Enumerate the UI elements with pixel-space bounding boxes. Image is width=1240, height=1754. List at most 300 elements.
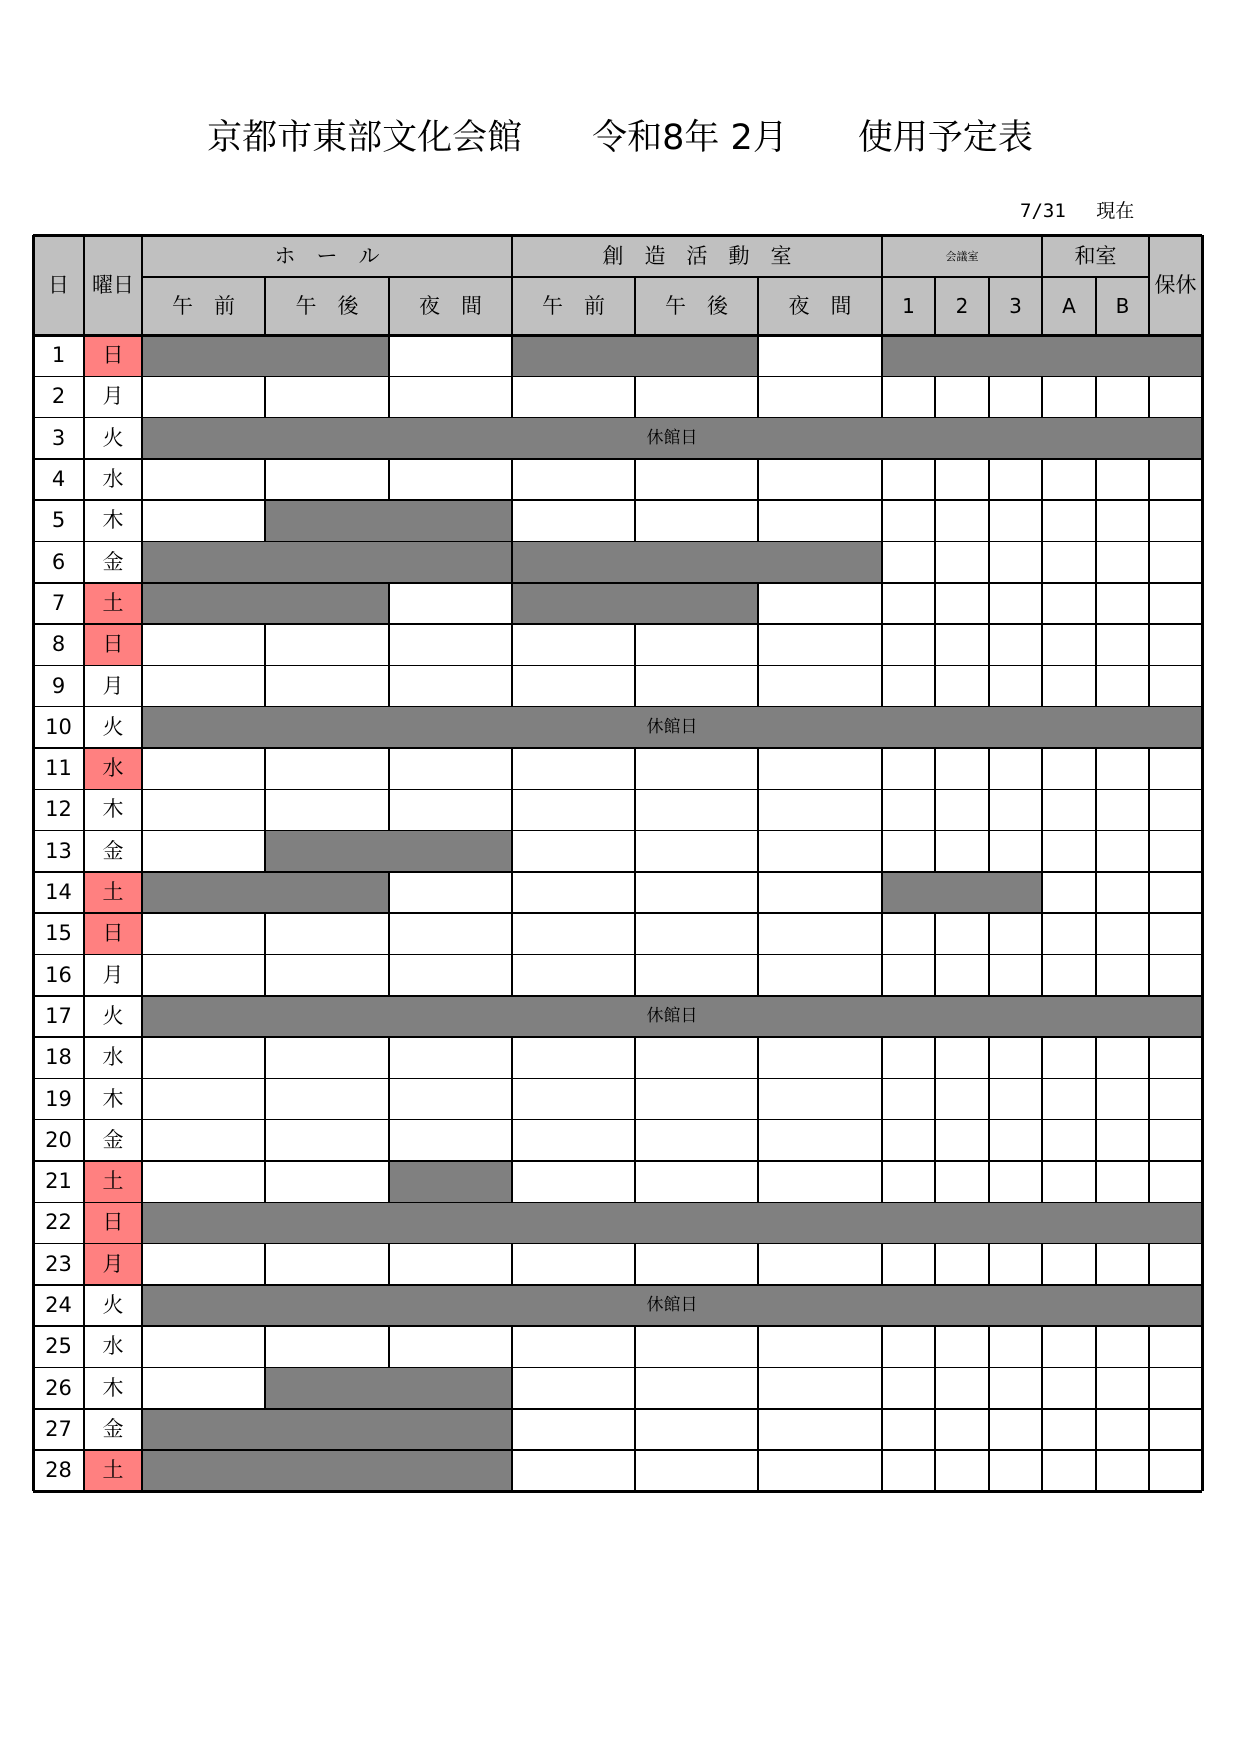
- grid-line: [1041, 1326, 1043, 1367]
- grid-line: [388, 335, 390, 376]
- grid-line: [388, 1037, 390, 1078]
- booked-block: [142, 1202, 1202, 1243]
- day-number: 25: [45, 1334, 72, 1359]
- weekday-cell: 金: [102, 1416, 124, 1441]
- grid-line: [83, 235, 85, 1491]
- grid-line: [33, 706, 1202, 708]
- grid-line: [934, 913, 936, 954]
- grid-line: [757, 872, 759, 913]
- grid-line: [881, 1409, 883, 1450]
- header-group-2: 会議室: [882, 235, 1042, 277]
- grid-line: [1041, 376, 1043, 417]
- weekday-cell: 火: [102, 425, 124, 450]
- grid-line: [511, 542, 513, 583]
- day-number: 23: [45, 1251, 72, 1276]
- grid-line: [511, 1120, 513, 1161]
- grid-line: [881, 335, 883, 376]
- weekday-cell: 金: [102, 549, 124, 574]
- grid-line: [1148, 789, 1150, 830]
- grid-line: [634, 1037, 636, 1078]
- grid-line: [1148, 500, 1150, 541]
- grid-line: [934, 542, 936, 583]
- grid-line: [881, 459, 883, 500]
- grid-line: [988, 376, 990, 417]
- grid-line: [934, 624, 936, 665]
- grid-line: [388, 1244, 390, 1285]
- grid-line: [264, 1368, 266, 1409]
- grid-line: [988, 1326, 990, 1367]
- grid-line: [388, 748, 390, 789]
- grid-line: [264, 277, 266, 335]
- weekday-cell: 水: [102, 1334, 124, 1359]
- grid-line: [1148, 1078, 1150, 1119]
- grid-line: [757, 955, 759, 996]
- grid-line: [881, 1244, 883, 1285]
- grid-line: [511, 235, 513, 335]
- grid-line: [1041, 665, 1043, 706]
- grid-line: [388, 624, 390, 665]
- day-number: 15: [45, 921, 72, 946]
- grid-line: [264, 831, 266, 872]
- grid-line: [1148, 1326, 1150, 1367]
- grid-line: [33, 871, 1202, 873]
- grid-line: [511, 1326, 513, 1367]
- grid-line: [1095, 1161, 1097, 1202]
- day-number: 14: [45, 880, 72, 905]
- grid-line: [33, 1243, 1202, 1245]
- grid-line: [988, 665, 990, 706]
- grid-line: [33, 582, 1202, 584]
- grid-line: [881, 872, 883, 913]
- grid-line: [33, 665, 1202, 667]
- grid-line: [757, 583, 759, 624]
- grid-line: [511, 872, 513, 913]
- grid-line: [881, 1037, 883, 1078]
- grid-line: [1041, 235, 1043, 335]
- grid-line: [388, 872, 390, 913]
- header-day: 日: [33, 235, 84, 335]
- grid-line: [33, 1284, 1202, 1286]
- grid-line: [264, 955, 266, 996]
- grid-line: [881, 624, 883, 665]
- grid-line: [1095, 831, 1097, 872]
- grid-line: [388, 1078, 390, 1119]
- grid-line: [264, 748, 266, 789]
- day-number: 4: [51, 467, 66, 492]
- booked-block: [142, 872, 389, 913]
- grid-line: [1041, 1368, 1043, 1409]
- day-number: 21: [45, 1169, 72, 1194]
- grid-line: [1095, 1120, 1097, 1161]
- weekday-cell: 土: [84, 583, 142, 624]
- grid-line: [511, 1409, 513, 1450]
- grid-line: [757, 1450, 759, 1491]
- grid-line: [511, 1244, 513, 1285]
- grid-line: [634, 1244, 636, 1285]
- closed-day-bar: 休館日: [142, 707, 1202, 748]
- weekday-cell: 日: [84, 335, 142, 376]
- header-slot: 午 後: [265, 277, 389, 335]
- grid-line: [634, 1078, 636, 1119]
- grid-line: [934, 1409, 936, 1450]
- grid-line: [634, 831, 636, 872]
- booked-block: [265, 1368, 512, 1409]
- booked-block: [882, 872, 1042, 913]
- grid-line: [33, 234, 1202, 237]
- grid-line: [264, 665, 266, 706]
- booked-block: [142, 542, 512, 583]
- grid-line: [881, 235, 883, 335]
- grid-line: [33, 541, 1202, 543]
- weekday-cell: 金: [102, 1127, 124, 1152]
- grid-line: [33, 623, 1202, 625]
- grid-line: [1095, 624, 1097, 665]
- grid-line: [388, 913, 390, 954]
- grid-line: [388, 955, 390, 996]
- page-title: 京都市東部文化会館 令和8年 2月 使用予定表: [207, 118, 1033, 158]
- grid-line: [388, 665, 390, 706]
- grid-line: [1148, 665, 1150, 706]
- header-slot: 午 前: [142, 277, 265, 335]
- weekday-cell: 木: [102, 1086, 124, 1111]
- grid-line: [757, 1161, 759, 1202]
- grid-line: [757, 1244, 759, 1285]
- grid-line: [511, 1368, 513, 1409]
- grid-line: [33, 1036, 1202, 1038]
- grid-line: [634, 1409, 636, 1450]
- day-number: 26: [45, 1375, 72, 1400]
- grid-line: [934, 955, 936, 996]
- grid-line: [264, 624, 266, 665]
- header-weekday: 曜日: [84, 235, 142, 335]
- grid-line: [934, 1161, 936, 1202]
- grid-line: [634, 789, 636, 830]
- day-number: 16: [45, 962, 72, 987]
- grid-line: [934, 748, 936, 789]
- grid-line: [511, 1450, 513, 1491]
- grid-line: [1148, 955, 1150, 996]
- grid-line: [1148, 1244, 1150, 1285]
- grid-line: [264, 500, 266, 541]
- grid-line: [33, 1202, 1202, 1204]
- grid-line: [264, 1037, 266, 1078]
- grid-line: [934, 1120, 936, 1161]
- grid-line: [511, 831, 513, 872]
- weekday-cell: 木: [102, 508, 124, 533]
- grid-line: [1041, 748, 1043, 789]
- grid-line: [264, 1120, 266, 1161]
- grid-line: [988, 459, 990, 500]
- weekday-cell: 月: [102, 384, 124, 409]
- grid-line: [33, 1160, 1202, 1162]
- grid-line: [757, 831, 759, 872]
- grid-line: [264, 376, 266, 417]
- grid-line: [1095, 1037, 1097, 1078]
- grid-line: [934, 376, 936, 417]
- booked-block: [512, 335, 758, 376]
- day-number: 28: [45, 1458, 72, 1483]
- grid-line: [511, 500, 513, 541]
- weekday-cell: 火: [102, 1293, 124, 1318]
- grid-line: [988, 1120, 990, 1161]
- grid-line: [757, 1037, 759, 1078]
- grid-line: [934, 789, 936, 830]
- grid-line: [511, 748, 513, 789]
- weekday-cell: 土: [84, 872, 142, 913]
- day-number: 2: [51, 384, 66, 409]
- grid-line: [988, 1244, 990, 1285]
- day-number: 5: [51, 508, 66, 533]
- grid-line: [634, 955, 636, 996]
- grid-line: [881, 831, 883, 872]
- day-number: 17: [45, 1003, 72, 1028]
- grid-line: [988, 955, 990, 996]
- grid-line: [33, 417, 1202, 419]
- grid-line: [881, 748, 883, 789]
- grid-line: [881, 1450, 883, 1491]
- weekday-cell: 火: [102, 1003, 124, 1028]
- day-number: 9: [51, 673, 66, 698]
- grid-line: [33, 376, 1202, 378]
- grid-line: [1095, 748, 1097, 789]
- grid-line: [757, 1368, 759, 1409]
- weekday-cell: 日: [84, 913, 142, 954]
- grid-line: [33, 747, 1202, 749]
- grid-line: [881, 665, 883, 706]
- grid-line: [988, 583, 990, 624]
- grid-line: [33, 789, 1202, 791]
- grid-line: [1041, 1078, 1043, 1119]
- grid-line: [1095, 789, 1097, 830]
- grid-line: [1095, 459, 1097, 500]
- grid-line: [881, 1326, 883, 1367]
- grid-line: [1148, 748, 1150, 789]
- grid-line: [1148, 1037, 1150, 1078]
- grid-line: [388, 1161, 390, 1202]
- grid-line: [33, 334, 1202, 337]
- grid-line: [988, 1037, 990, 1078]
- grid-line: [1095, 1244, 1097, 1285]
- grid-line: [1148, 872, 1150, 913]
- grid-line: [757, 624, 759, 665]
- booked-block: [265, 831, 512, 872]
- grid-line: [988, 542, 990, 583]
- grid-line: [881, 583, 883, 624]
- grid-line: [988, 624, 990, 665]
- grid-line: [1201, 235, 1204, 1491]
- grid-line: [264, 459, 266, 500]
- weekday-cell: 月: [102, 673, 124, 698]
- grid-line: [1095, 542, 1097, 583]
- day-number: 11: [45, 756, 72, 781]
- booked-block: [882, 335, 1202, 376]
- grid-line: [988, 748, 990, 789]
- grid-line: [1095, 955, 1097, 996]
- grid-line: [634, 624, 636, 665]
- grid-line: [33, 458, 1202, 460]
- header-group-0: ホ ー ル: [142, 235, 512, 277]
- grid-line: [1095, 1409, 1097, 1450]
- header-slot: A: [1042, 277, 1096, 335]
- grid-line: [634, 1368, 636, 1409]
- grid-line: [634, 376, 636, 417]
- grid-line: [1095, 1078, 1097, 1119]
- grid-line: [1041, 1244, 1043, 1285]
- day-number: 20: [45, 1127, 72, 1152]
- grid-line: [881, 376, 883, 417]
- grid-line: [934, 1450, 936, 1491]
- weekday-cell: 土: [84, 1161, 142, 1202]
- day-number: 8: [51, 632, 66, 657]
- grid-line: [634, 1326, 636, 1367]
- grid-line: [1095, 1326, 1097, 1367]
- grid-line: [934, 1326, 936, 1367]
- grid-line: [1148, 542, 1150, 583]
- grid-line: [1095, 872, 1097, 913]
- grid-line: [264, 1244, 266, 1285]
- grid-line: [1148, 1409, 1150, 1450]
- header-slot: 午 前: [512, 277, 635, 335]
- booked-block: [389, 1161, 512, 1202]
- header-group-1: 創 造 活 動 室: [512, 235, 882, 277]
- grid-line: [634, 1450, 636, 1491]
- grid-line: [1095, 500, 1097, 541]
- grid-line: [33, 1449, 1202, 1451]
- grid-line: [988, 1368, 990, 1409]
- grid-line: [881, 542, 883, 583]
- grid-line: [1095, 665, 1097, 706]
- grid-line: [757, 789, 759, 830]
- grid-line: [1148, 1120, 1150, 1161]
- grid-line: [988, 831, 990, 872]
- grid-line: [634, 1120, 636, 1161]
- grid-line: [511, 1037, 513, 1078]
- header-slot: 1: [882, 277, 935, 335]
- weekday-cell: 木: [102, 1375, 124, 1400]
- grid-line: [33, 995, 1202, 997]
- weekday-cell: 木: [102, 797, 124, 822]
- day-number: 19: [45, 1086, 72, 1111]
- day-number: 24: [45, 1293, 72, 1318]
- grid-line: [1041, 1450, 1043, 1491]
- grid-line: [511, 376, 513, 417]
- weekday-cell: 日: [84, 624, 142, 665]
- grid-line: [264, 789, 266, 830]
- grid-line: [1148, 1450, 1150, 1491]
- grid-line: [264, 913, 266, 954]
- grid-line: [511, 665, 513, 706]
- header-slot: 夜 間: [389, 277, 512, 335]
- grid-line: [634, 277, 636, 335]
- booked-block: [142, 583, 389, 624]
- weekday-cell: 水: [102, 1045, 124, 1070]
- day-number: 3: [51, 425, 66, 450]
- grid-line: [1095, 583, 1097, 624]
- grid-line: [511, 955, 513, 996]
- grid-line: [1148, 583, 1150, 624]
- grid-line: [634, 748, 636, 789]
- day-number: 13: [45, 838, 72, 863]
- grid-line: [1095, 1450, 1097, 1491]
- grid-line: [33, 1119, 1202, 1121]
- grid-line: [934, 1078, 936, 1119]
- booked-block: [142, 335, 389, 376]
- grid-line: [388, 583, 390, 624]
- grid-line: [757, 277, 759, 335]
- grid-line: [1095, 376, 1097, 417]
- grid-line: [33, 954, 1202, 956]
- day-number: 27: [45, 1416, 72, 1441]
- grid-line: [264, 1161, 266, 1202]
- as-of-date: 7/31 現在: [1020, 200, 1135, 222]
- grid-line: [1148, 1161, 1150, 1202]
- day-number: 7: [51, 590, 66, 615]
- header-slot: 3: [989, 277, 1042, 335]
- grid-line: [988, 789, 990, 830]
- grid-line: [1148, 624, 1150, 665]
- grid-line: [934, 459, 936, 500]
- grid-line: [1041, 583, 1043, 624]
- weekday-cell: 土: [84, 1450, 142, 1491]
- grid-line: [511, 624, 513, 665]
- grid-line: [988, 1161, 990, 1202]
- header-slot: B: [1096, 277, 1149, 335]
- header-slot: 2: [935, 277, 989, 335]
- booked-block: [142, 1409, 512, 1450]
- header-slot: 午 後: [635, 277, 758, 335]
- grid-line: [511, 913, 513, 954]
- grid-line: [988, 277, 990, 335]
- grid-line: [881, 1078, 883, 1119]
- grid-line: [1041, 1120, 1043, 1161]
- header-slot: 夜 間: [758, 277, 882, 335]
- header-group-3: 和室: [1042, 235, 1149, 277]
- grid-line: [1041, 1037, 1043, 1078]
- grid-line: [934, 831, 936, 872]
- booked-block: [512, 583, 758, 624]
- grid-line: [757, 1120, 759, 1161]
- day-number: 10: [45, 714, 72, 739]
- grid-line: [988, 500, 990, 541]
- grid-line: [757, 665, 759, 706]
- weekday-cell: 月: [84, 1244, 142, 1285]
- grid-line: [1041, 1409, 1043, 1450]
- grid-line: [881, 789, 883, 830]
- grid-line: [881, 913, 883, 954]
- grid-line: [388, 376, 390, 417]
- grid-line: [1148, 1368, 1150, 1409]
- grid-line: [881, 500, 883, 541]
- day-number: 22: [45, 1210, 72, 1235]
- grid-line: [1041, 913, 1043, 954]
- grid-line: [634, 665, 636, 706]
- grid-line: [33, 1367, 1202, 1369]
- grid-line: [142, 276, 1149, 278]
- grid-line: [1041, 831, 1043, 872]
- grid-line: [511, 459, 513, 500]
- day-number: 6: [51, 549, 66, 574]
- grid-line: [388, 789, 390, 830]
- grid-line: [934, 1037, 936, 1078]
- grid-line: [32, 235, 35, 1491]
- grid-line: [934, 277, 936, 335]
- grid-line: [757, 500, 759, 541]
- weekday-cell: 火: [102, 714, 124, 739]
- grid-line: [1148, 376, 1150, 417]
- grid-line: [388, 277, 390, 335]
- grid-line: [757, 335, 759, 376]
- grid-line: [634, 459, 636, 500]
